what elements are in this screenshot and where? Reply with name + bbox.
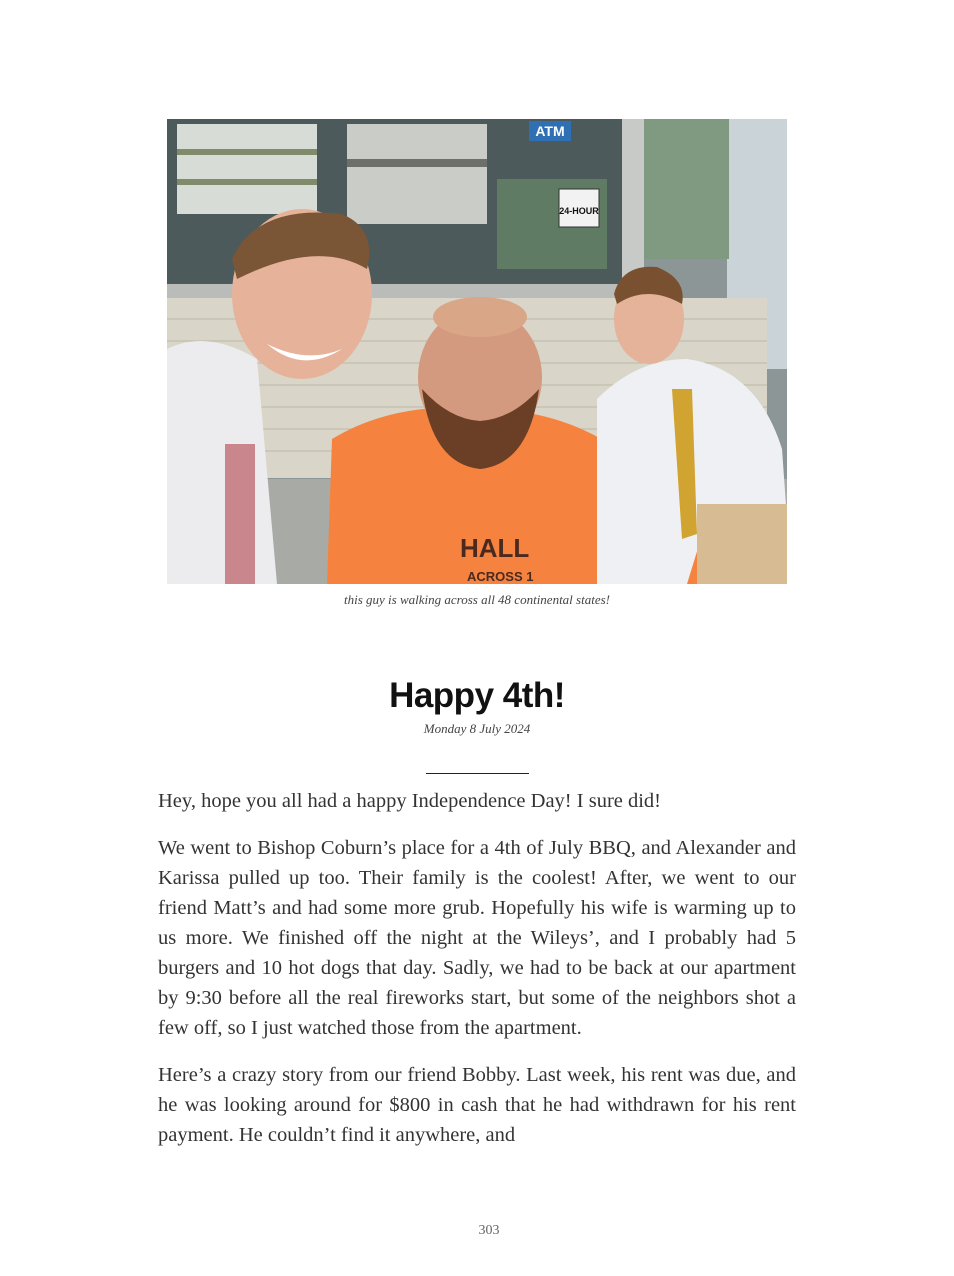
paragraph: We went to Bishop Coburn’s place for a 4th of July BBQ, and Alexander and Karissa pulled up too. Their family is the coolest! After, we went to our friend Matt’s and had some more grub. Hopefully his wife is warming up to us more. We finished off the night at the Wileys’, and I probably had 5 burgers and 10 hot dogs that day. Sadly, we had to be back at our apartment by 9:30 before all the real fireworks start, but some of the neighbors shot a few off, so I just watched those from the apartment. (158, 837, 796, 1039)
paragraph: Hey, hope you all had a happy Independence Day! I sure did! (158, 790, 662, 812)
photo-caption: this guy is walking across all 48 continental states! (343, 592, 610, 607)
shirt-text-2: ACROSS 1 (467, 569, 534, 584)
24-hour-sign: 24-HOUR (559, 206, 599, 216)
atm-sign: ATM (535, 123, 565, 139)
photo-illustration (167, 119, 787, 584)
entry-date: Monday 8 July 2024 (423, 721, 531, 736)
entry-body (158, 786, 796, 1167)
photo (167, 119, 787, 584)
entry-title: Happy 4th! (389, 676, 565, 715)
page-number: 303 (478, 1223, 500, 1238)
paragraph: Here’s a crazy story from our friend Bobby. Last week, his rent was due, and he was looking around for $800 in cash that he had withdrawn for his rent payment. He couldn’t find it anywhere, and (158, 1064, 796, 1146)
title-divider (426, 773, 529, 774)
shirt-text-1: HALL (460, 533, 530, 563)
